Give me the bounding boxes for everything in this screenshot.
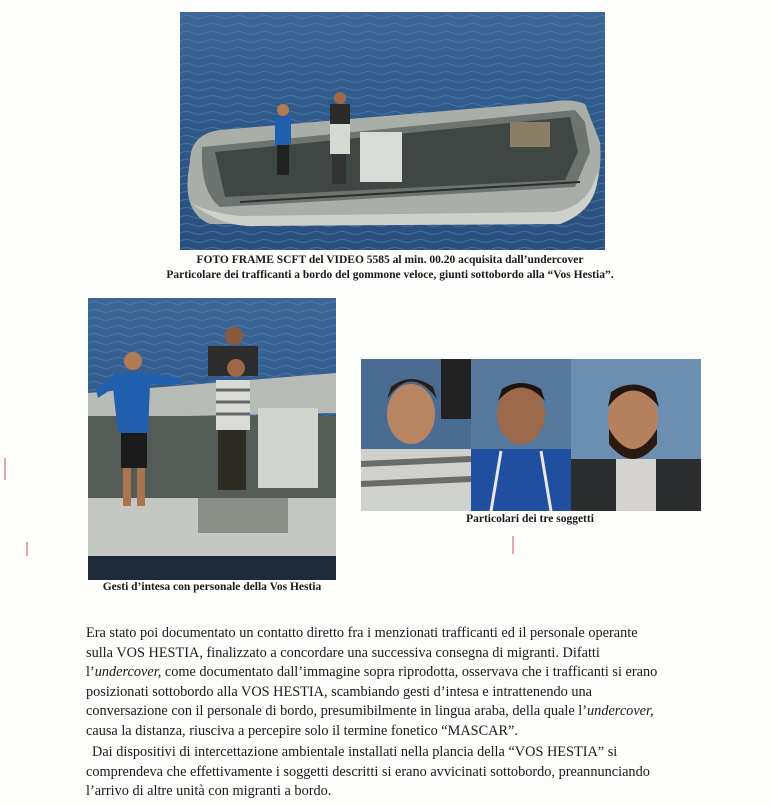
left-boat-photo (88, 298, 336, 580)
p1-line-3-pre: l’ (86, 664, 95, 680)
scan-mark-left (4, 458, 6, 480)
face-subject-1-illustration (361, 359, 471, 511)
p1-line-5-pre: conversazione con il personale di bordo, presumibilmente in lingua araba, della quale l’ (86, 703, 588, 719)
paragraph-2 (86, 743, 713, 802)
face-subject-2 (471, 359, 571, 511)
figure3-caption: Particolari dei tre soggetti (466, 513, 594, 525)
paragraph-1 (86, 624, 713, 741)
p1-line-3 (86, 663, 713, 683)
p1-line-5-em: undercover, (587, 703, 654, 719)
face-subject-2-illustration (471, 359, 571, 511)
scan-mark-left-lower (26, 542, 28, 556)
p1-line-3-em: undercover, (94, 664, 162, 680)
figure1-caption-line1: FOTO FRAME SCFT del VIDEO 5585 al min. 00.20 acquisita dall’undercover (196, 254, 584, 266)
face-subject-1 (361, 359, 471, 511)
top-boat-photo (180, 12, 605, 250)
p1-line-4: posizionati sottobordo alla VOS HESTIA, scambiando gesti d’intesa e intrattenendo una (86, 683, 592, 700)
p2-line-1: Dai dispositivi di intercettazione ambientale installati nella plancia della “VOS HESTIA” si (92, 744, 618, 760)
p2-line-2: comprendeva che effettivamente i soggetti descritti si erano avvicinati sottobordo, preannunciando (86, 763, 650, 780)
face-subject-3 (571, 359, 701, 511)
face-subject-3-illustration (571, 359, 701, 511)
boat-scene-illustration (180, 12, 605, 250)
p2-line-3: l’arrivo di altre unità con migranti a bordo. (86, 783, 332, 799)
p1-line-1: Era stato poi documentato un contatto diretto fra i menzionati trafficanti ed il personale operante (86, 625, 638, 641)
three-subjects-photo (361, 359, 701, 511)
p1-line-6: causa la distanza, riusciva a percepire solo il termine fonetico “MASCAR”. (86, 722, 518, 739)
figure2-caption: Gesti d’intesa con personale della Vos Hestia (102, 581, 322, 593)
p1-line-3-post: come documentato dall’immagine sopra riprodotta, osservava che i trafficanti si erano (161, 664, 658, 680)
p1-line-2: sulla VOS HESTIA, finalizzato a concordare una successiva consegna di migranti. Difatti (86, 644, 600, 661)
gesture-scene-illustration (88, 298, 336, 580)
scan-mark-middle (512, 536, 514, 554)
p1-line-5 (86, 702, 713, 722)
figure1-caption-line2: Particolare dei trafficanti a bordo del gommone veloce, giunti sottobordo alla “Vos Hestia”. (166, 269, 614, 281)
figure1-caption (100, 253, 680, 283)
